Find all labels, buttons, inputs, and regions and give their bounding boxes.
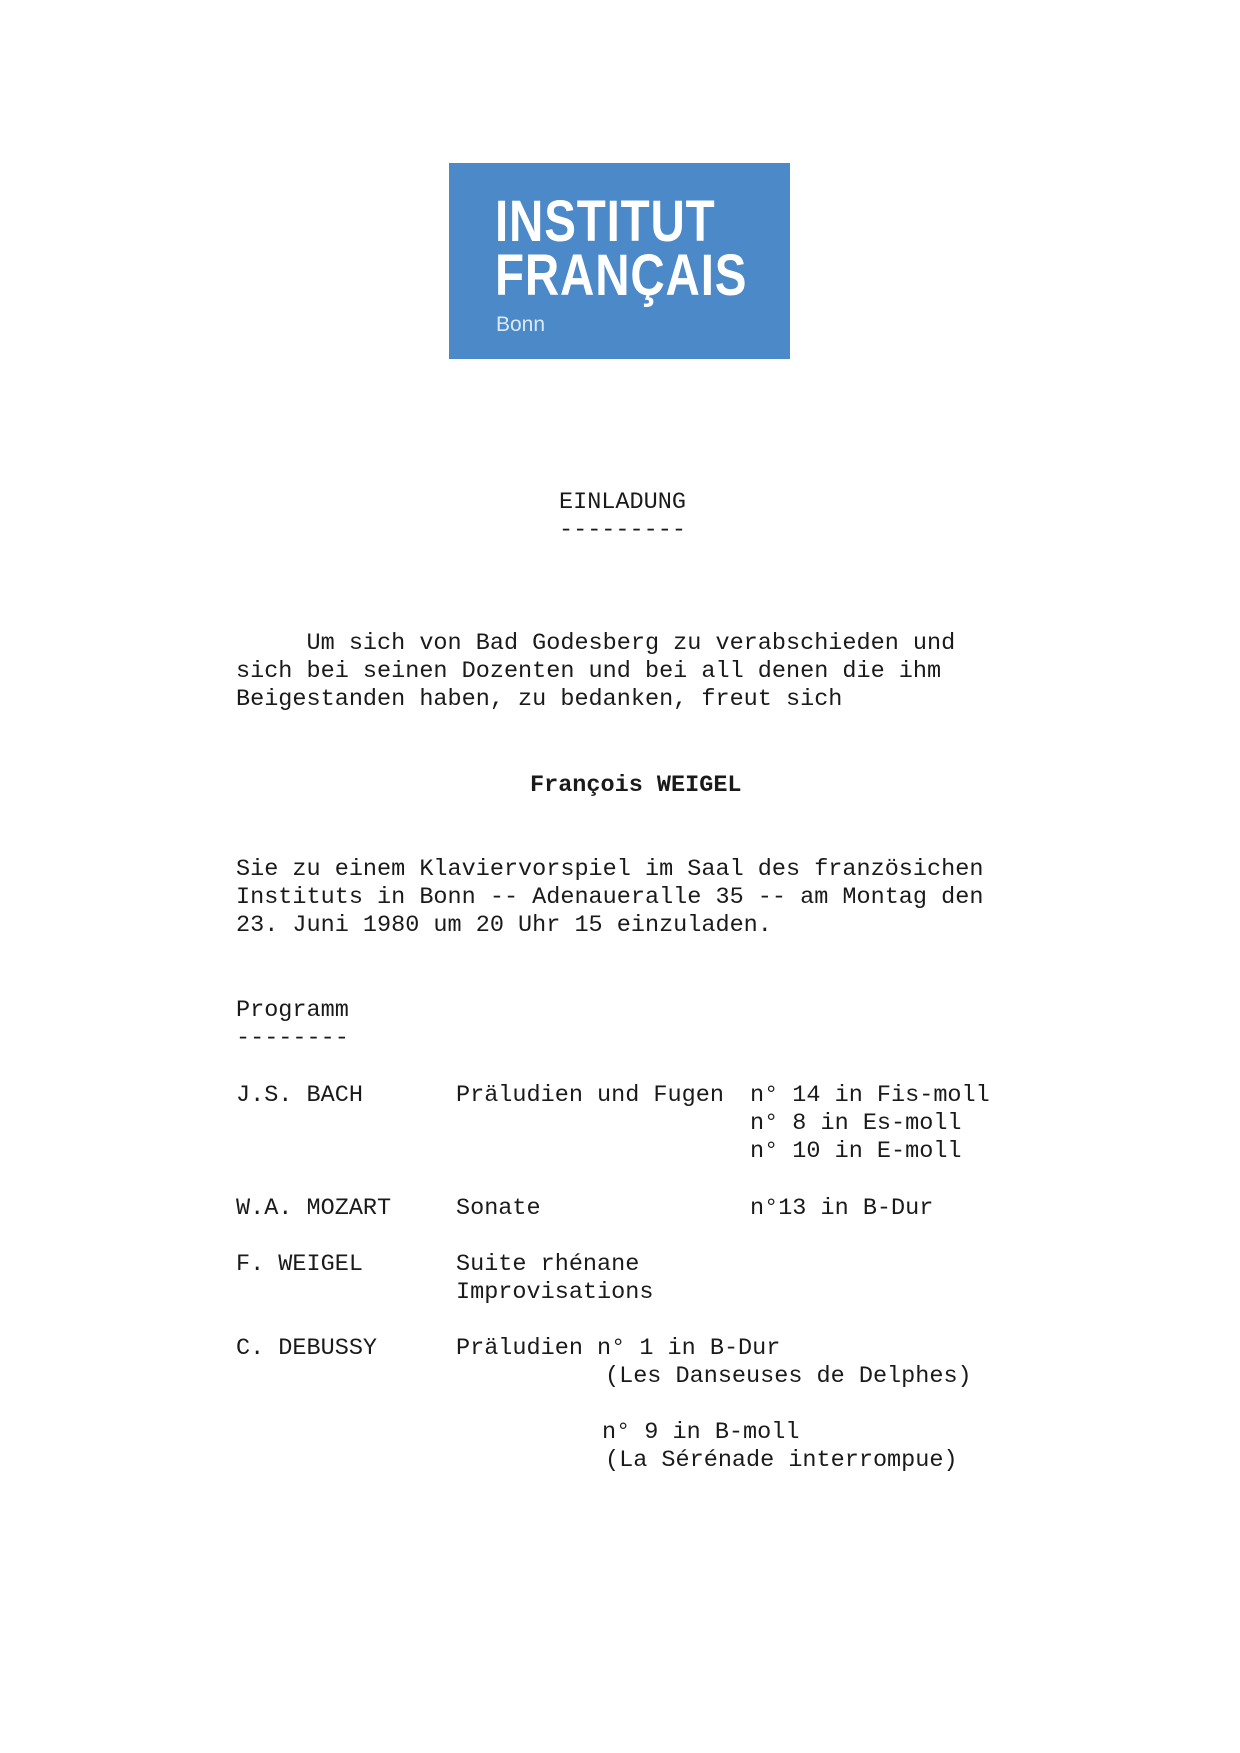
logo-city: Bonn (496, 313, 546, 336)
title-underline: --------- (559, 517, 686, 544)
work-debussy: Präludien n° 1 in B-Dur (456, 1335, 781, 1362)
composer-bach: J.S. BACH (236, 1082, 363, 1109)
logo-line-2: FRANÇAIS (495, 243, 748, 308)
detail-bach-1: n° 14 in Fis-moll (750, 1082, 990, 1109)
intro-line-1: Um sich von Bad Godesberg zu verabschieden und (236, 630, 956, 657)
invitation-line-1: Sie zu einem Klaviervorspiel im Saal des französichen (236, 856, 984, 883)
logo-line-1: INSTITUT (495, 189, 716, 254)
debussy-line-2: n° 9 in B-moll (602, 1419, 800, 1446)
program-underline: -------- (236, 1025, 349, 1052)
institut-francais-logo (449, 163, 790, 359)
invitation-line-3: 23. Juni 1980 um 20 Uhr 15 einzuladen. (236, 912, 772, 939)
work-weigel-1: Suite rhénane (456, 1251, 640, 1278)
intro-line-3: Beigestanden haben, zu bedanken, freut sich (236, 686, 843, 713)
program-heading: Programm (236, 997, 349, 1024)
composer-debussy: C. DEBUSSY (236, 1335, 378, 1362)
detail-bach-3: n° 10 in E-moll (750, 1138, 962, 1165)
performer-name: François WEIGEL (530, 772, 742, 799)
page-title: EINLADUNG (559, 489, 686, 516)
detail-mozart-1: n°13 in B-Dur (750, 1195, 934, 1222)
work-weigel-2: Improvisations (456, 1279, 654, 1306)
debussy-line-3: (La Sérénade interrompue) (605, 1447, 958, 1474)
work-mozart: Sonate (456, 1195, 541, 1222)
debussy-line-1: (Les Danseuses de Delphes) (605, 1363, 972, 1390)
composer-weigel: F. WEIGEL (236, 1251, 363, 1278)
intro-line-2: sich bei seinen Dozenten und bei all denen die ihm (236, 658, 942, 685)
composer-mozart: W.A. MOZART (236, 1195, 392, 1222)
work-bach: Präludien und Fugen (456, 1082, 724, 1109)
detail-bach-2: n° 8 in Es-moll (750, 1110, 962, 1137)
invitation-line-2: Instituts in Bonn -- Adenaueralle 35 -- am Montag den (236, 884, 984, 911)
